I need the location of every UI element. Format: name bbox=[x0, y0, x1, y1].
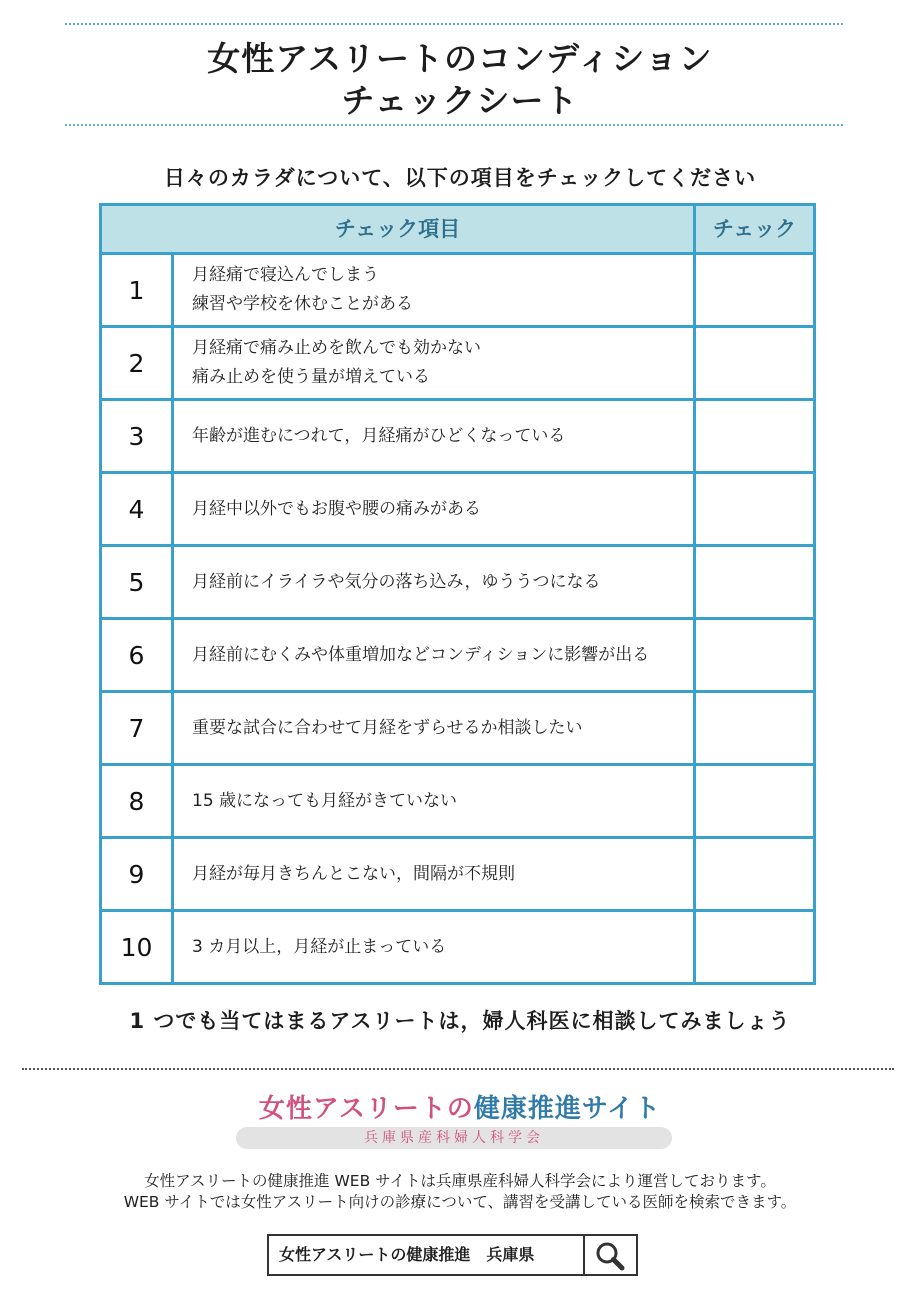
table-row bbox=[102, 255, 813, 328]
advice-text: 1 つでも当てはまるアスリートは，婦人科医に相談してみましょう bbox=[129, 1009, 791, 1033]
page-title bbox=[0, 38, 920, 122]
title-line-2: チェックシート bbox=[341, 81, 579, 120]
row-number: 3 bbox=[128, 422, 145, 451]
check-box[interactable] bbox=[696, 401, 813, 471]
row-text: 月経前にむくみや体重増加などコンディションに影響が出る bbox=[192, 644, 650, 665]
column-header-check: チェック bbox=[712, 217, 797, 241]
column-header-item: チェック項目 bbox=[334, 217, 461, 241]
check-box[interactable] bbox=[696, 766, 813, 836]
row-text: 年齢が進むにつれて，月経痛がひどくなっている bbox=[192, 425, 566, 446]
instruction-text: 日々のカラダについて、以下の項目をチェックしてください bbox=[163, 166, 757, 190]
site-title-part2: 健康推進サイト bbox=[473, 1094, 662, 1124]
table-row bbox=[102, 474, 813, 547]
check-box[interactable] bbox=[696, 912, 813, 982]
row-number: 9 bbox=[128, 860, 145, 889]
check-box[interactable] bbox=[696, 620, 813, 690]
row-number: 6 bbox=[128, 641, 145, 670]
check-box[interactable] bbox=[696, 255, 813, 325]
row-number: 8 bbox=[128, 787, 145, 816]
check-box[interactable] bbox=[696, 474, 813, 544]
row-text: 15 歳になっても月経がきていない bbox=[192, 790, 458, 811]
row-text: 月経前にイライラや気分の落ち込み，ゆううつになる bbox=[192, 571, 601, 592]
row-number: 7 bbox=[128, 714, 145, 743]
row-text: 月経痛で痛み止めを飲んでも効かない 痛み止めを使う量が増えている bbox=[192, 338, 481, 387]
table-row bbox=[102, 912, 813, 985]
title-line-1: 女性アスリートのコンディション bbox=[207, 39, 713, 78]
row-text: 月経痛で寝込んでしまう 練習や学校を休むことがある bbox=[192, 265, 413, 314]
site-title bbox=[0, 1088, 920, 1125]
table-row bbox=[102, 766, 813, 839]
checklist-table bbox=[99, 203, 816, 985]
row-text: 月経が毎月きちんとこない，間隔が不規則 bbox=[192, 863, 515, 884]
check-box[interactable] bbox=[696, 693, 813, 763]
search-icon bbox=[585, 1236, 636, 1274]
site-title-part1: 女性アスリートの bbox=[258, 1094, 474, 1124]
search-input[interactable] bbox=[269, 1236, 583, 1274]
row-number: 5 bbox=[128, 568, 145, 597]
row-text: 3 カ月以上，月経が止まっている bbox=[192, 936, 447, 957]
row-number: 1 bbox=[128, 276, 145, 305]
table-row bbox=[102, 328, 813, 401]
table-row bbox=[102, 401, 813, 474]
table-header bbox=[102, 206, 813, 255]
row-text: 重要な試合に合わせて月経をずらせるか相談したい bbox=[192, 717, 583, 738]
row-number: 4 bbox=[128, 495, 145, 524]
check-box[interactable] bbox=[696, 839, 813, 909]
society-name-bar: 兵庫県産科婦人科学会 bbox=[236, 1127, 672, 1149]
table-row bbox=[102, 620, 813, 693]
search-button[interactable] bbox=[585, 1236, 636, 1274]
table-row bbox=[102, 693, 813, 766]
title-bottom-divider bbox=[65, 124, 843, 126]
check-box[interactable] bbox=[696, 547, 813, 617]
top-dotted-divider bbox=[65, 23, 843, 25]
table-row bbox=[102, 547, 813, 620]
row-number: 2 bbox=[128, 349, 145, 378]
row-number: 10 bbox=[120, 933, 153, 962]
site-description-line2: WEB サイトでは女性アスリート向けの診療について、講習を受講している医師を検索できます。 bbox=[123, 1193, 797, 1211]
site-description-line1: 女性アスリートの健康推進 WEB サイトは兵庫県産科婦人科学会により運営しております。 bbox=[144, 1172, 776, 1190]
table-row bbox=[102, 839, 813, 912]
row-text: 月経中以外でもお腹や腰の痛みがある bbox=[192, 498, 481, 519]
footer-dotted-divider bbox=[22, 1068, 894, 1070]
check-box[interactable] bbox=[696, 328, 813, 398]
search-box bbox=[267, 1234, 638, 1276]
